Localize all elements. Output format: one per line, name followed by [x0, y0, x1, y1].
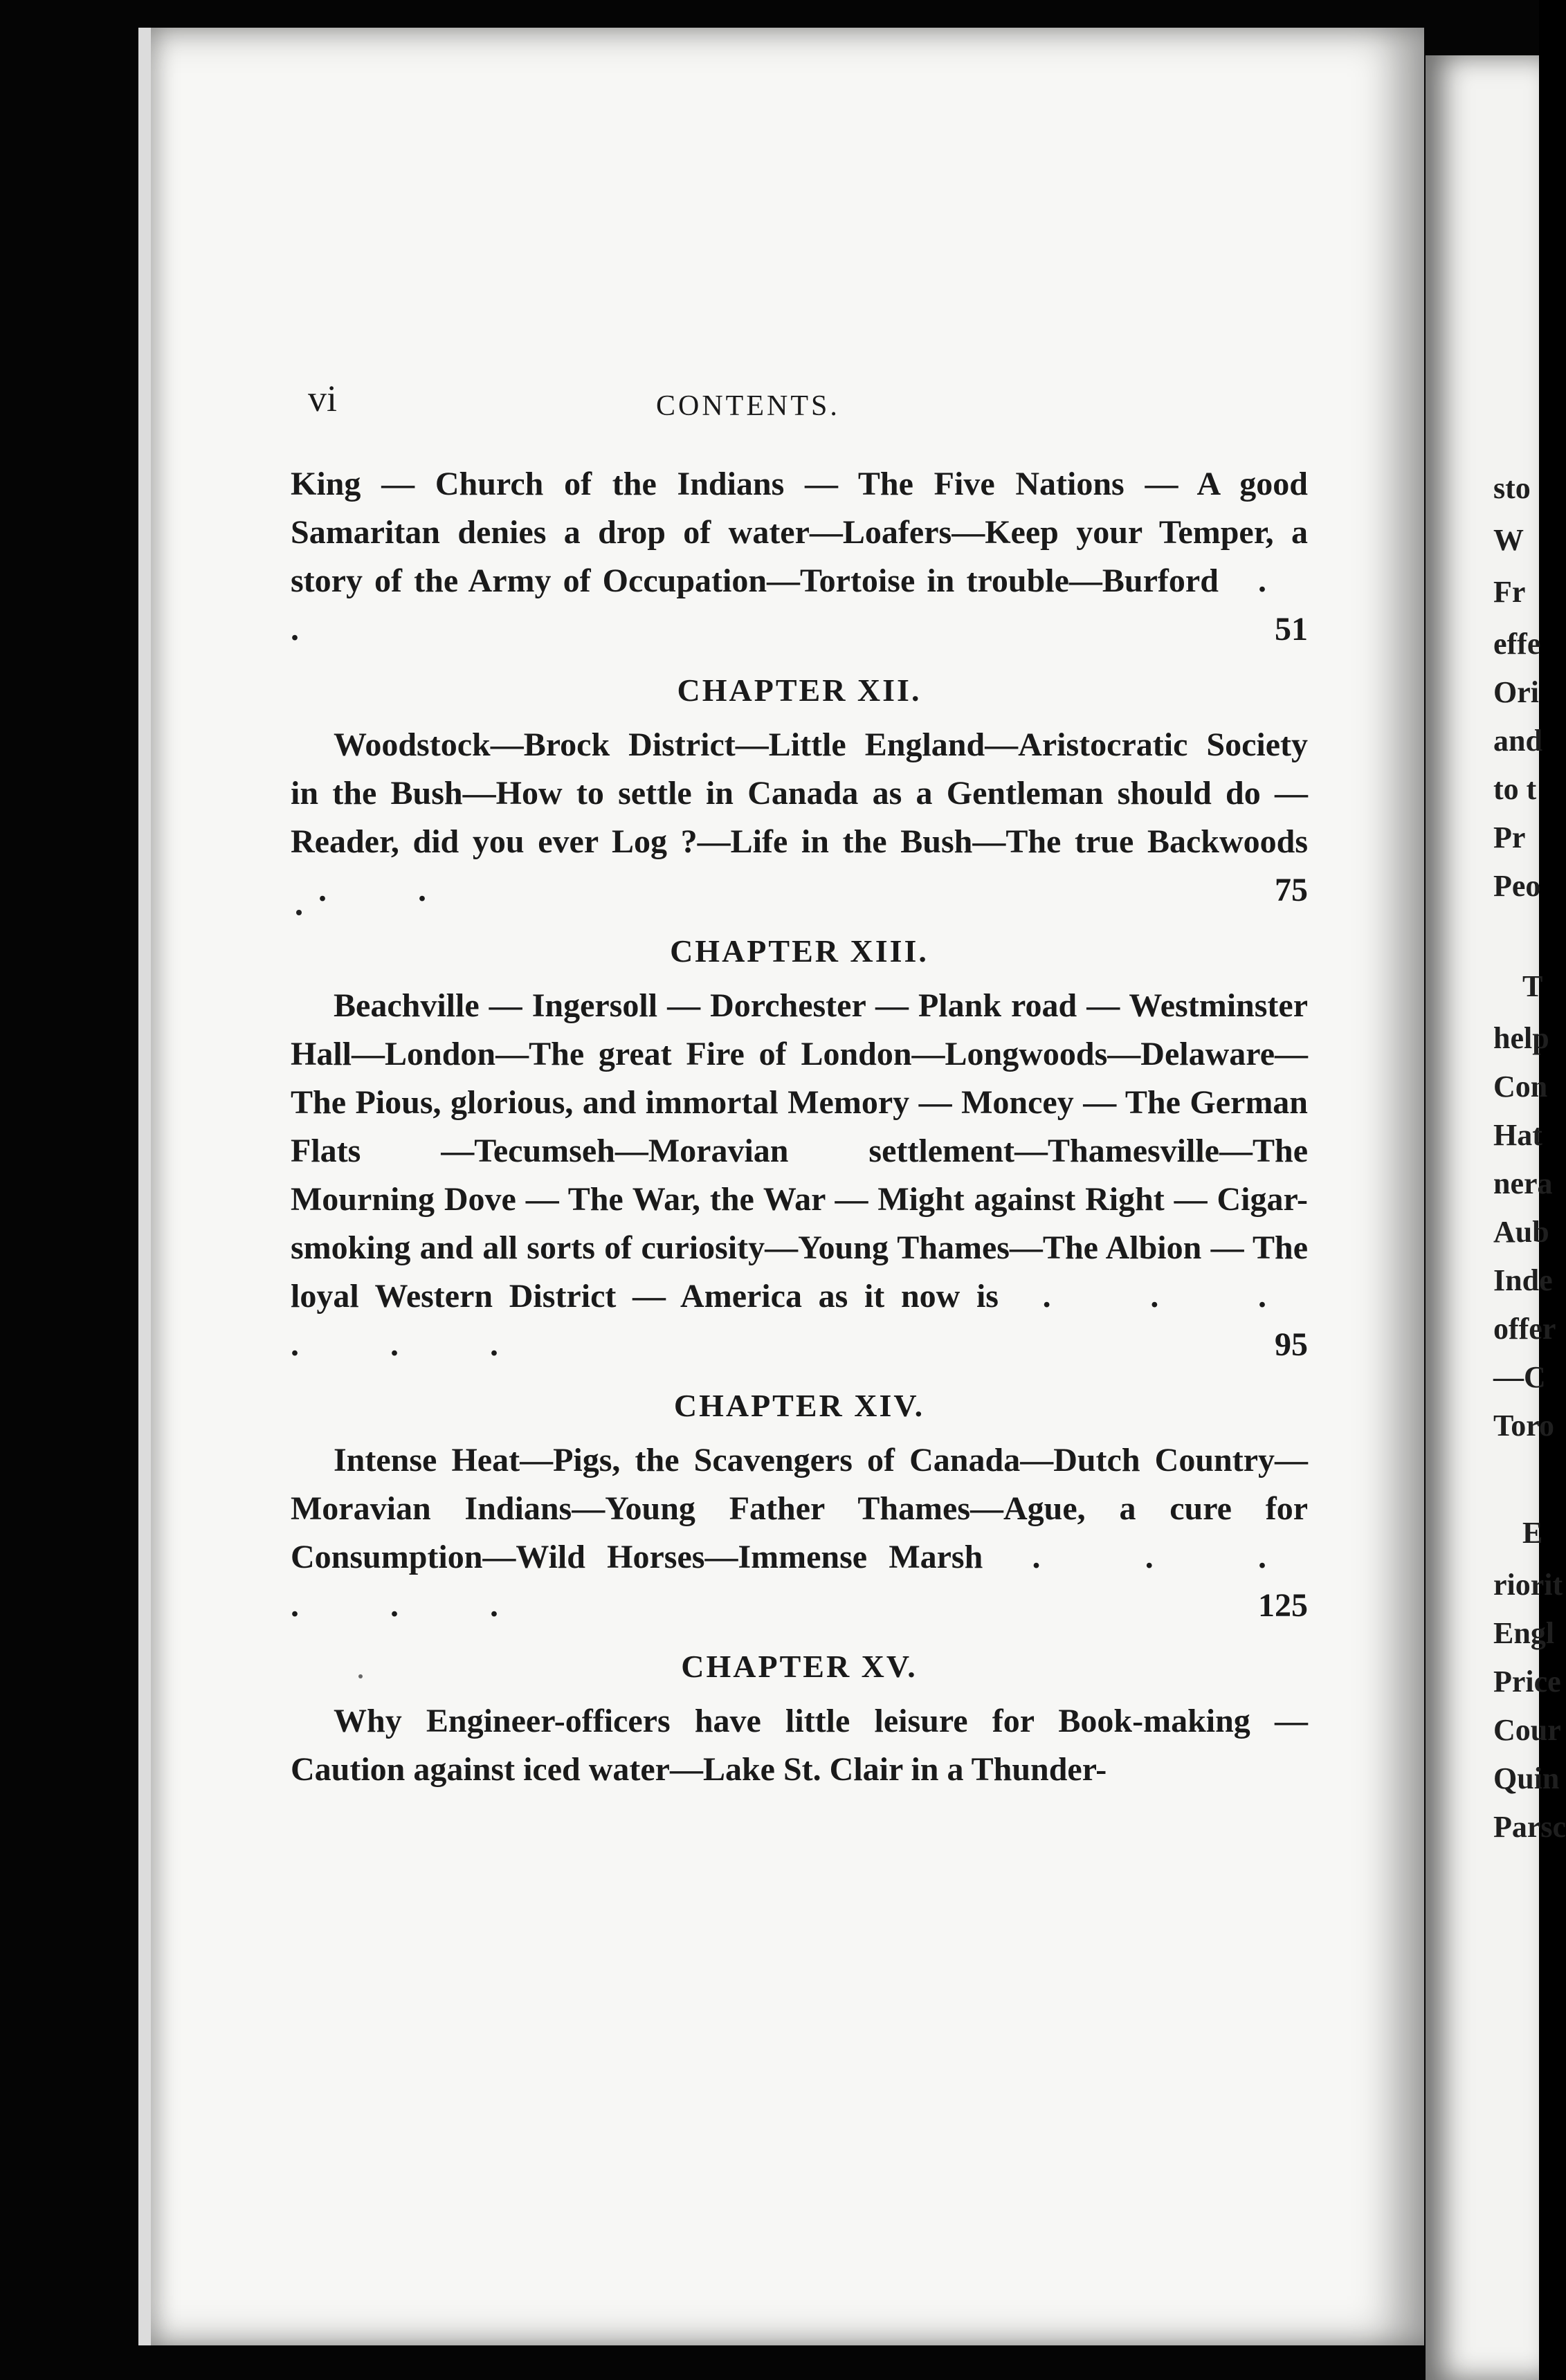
toc-entry — [291, 721, 1308, 915]
toc-entry — [291, 982, 1308, 1369]
toc-entry — [291, 460, 1308, 654]
toc-entry — [291, 1697, 1308, 1794]
facing-page-fragment: Cour — [1493, 1713, 1561, 1747]
toc-entry-text: Intense Heat—Pigs, the Scavengers of Canada—Dutch Country—Moravian Indians—Young Father Thames—Ague, a cure for Consumption—Wild Horses—Immense Marsh — [291, 1442, 1308, 1575]
facing-page-fragment: Price — [1493, 1665, 1561, 1699]
toc-page-ref: 51 — [1275, 611, 1308, 648]
running-head: CONTENTS. — [656, 390, 840, 422]
toc-entry-text: Why Engineer-officers have little leisure for Book-making —Caution against iced water—Lake St. Clair in a Thunder- — [291, 1703, 1308, 1788]
facing-page-fragment: Engl — [1493, 1616, 1555, 1650]
facing-page-fragment: E — [1522, 1516, 1543, 1550]
chapter-heading: CHAPTER XIII. — [670, 933, 929, 969]
facing-page-fragment: nera — [1493, 1166, 1553, 1200]
facing-page-fragment: Peo — [1493, 869, 1541, 903]
page-number: vi — [308, 378, 338, 419]
facing-page-edge — [1426, 55, 1566, 2380]
dot-leader: . . . . . . — [291, 1278, 1309, 1363]
facing-page-fragment: offer — [1493, 1312, 1556, 1346]
toc-page-ref: 95 — [1275, 1326, 1308, 1363]
facing-page-fragment: Inde — [1493, 1263, 1553, 1297]
facing-page-fragment: to t — [1493, 772, 1537, 806]
chapter-heading: CHAPTER XII. — [677, 672, 922, 708]
facing-page-fragment: Ori — [1493, 675, 1539, 709]
toc-entry — [291, 1436, 1308, 1630]
facing-page-fragment: Con — [1493, 1070, 1548, 1104]
facing-page-fragment: T — [1522, 969, 1543, 1003]
toc-entry-text: Woodstock—Brock District—Little England—Aristocratic Society in the Bush—How to settle in Canada as a Gentleman should do — Reader, did you ever Log ?—Life in the Bush—The true Backwoods — [291, 726, 1308, 860]
facing-page-fragment: Fr — [1493, 575, 1526, 609]
chapter-heading: CHAPTER XIV. — [673, 1388, 925, 1423]
dot-leader: . . . . . . — [291, 1539, 1309, 1624]
facing-page-fragment: Pr — [1493, 821, 1526, 854]
facing-page-fragment: help — [1493, 1021, 1549, 1055]
facing-page-fragment: Toro — [1493, 1409, 1555, 1443]
toc-entry-text: Beachville — Ingersoll — Dorchester — Plank road — Westminster Hall—London—The great Fire of London—Longwoods—Delaware—The Pious, glorious, and immortal Memory — Moncey — The German Flats —Tecumseh—Moravian settlement—Thamesville—The Mourning Dove — The War, the War — Might against Right — Cigar-smoking and all sorts of curiosity—Young Thames—The Albion — The loyal Western District — America as it now is — [291, 987, 1308, 1315]
dot-leader: . . — [318, 872, 468, 908]
facing-page-fragment: effe — [1493, 627, 1541, 661]
facing-page-fragment: sto — [1493, 471, 1531, 505]
facing-page-fragment: Hat — [1493, 1118, 1542, 1152]
toc-page-ref: 75 — [1275, 872, 1308, 908]
facing-page-fragment: riorit — [1493, 1568, 1563, 1602]
toc-page-ref: 125 — [1258, 1587, 1308, 1624]
chapter-heading: CHAPTER XV. — [681, 1649, 918, 1684]
facing-page-fragment: —C — [1493, 1360, 1546, 1394]
facing-page-fragment: Aub — [1493, 1215, 1549, 1249]
page-header — [0, 377, 1539, 432]
contents-body — [291, 460, 1308, 1794]
facing-page-fragment: W — [1493, 523, 1524, 557]
facing-page-fragment: Parsc — [1493, 1810, 1566, 1844]
facing-page-fragment: Quin — [1493, 1761, 1560, 1795]
toc-entry-text: King — Church of the Indians — The Five Nations — A good Samaritan denies a drop of water—Loafers—Keep your Temper, a story of the Army of Occupation—Tortoise in trouble—Burford — [291, 466, 1308, 599]
dot-leader: . . — [291, 562, 1309, 648]
facing-page-fragment: and — [1493, 724, 1542, 758]
